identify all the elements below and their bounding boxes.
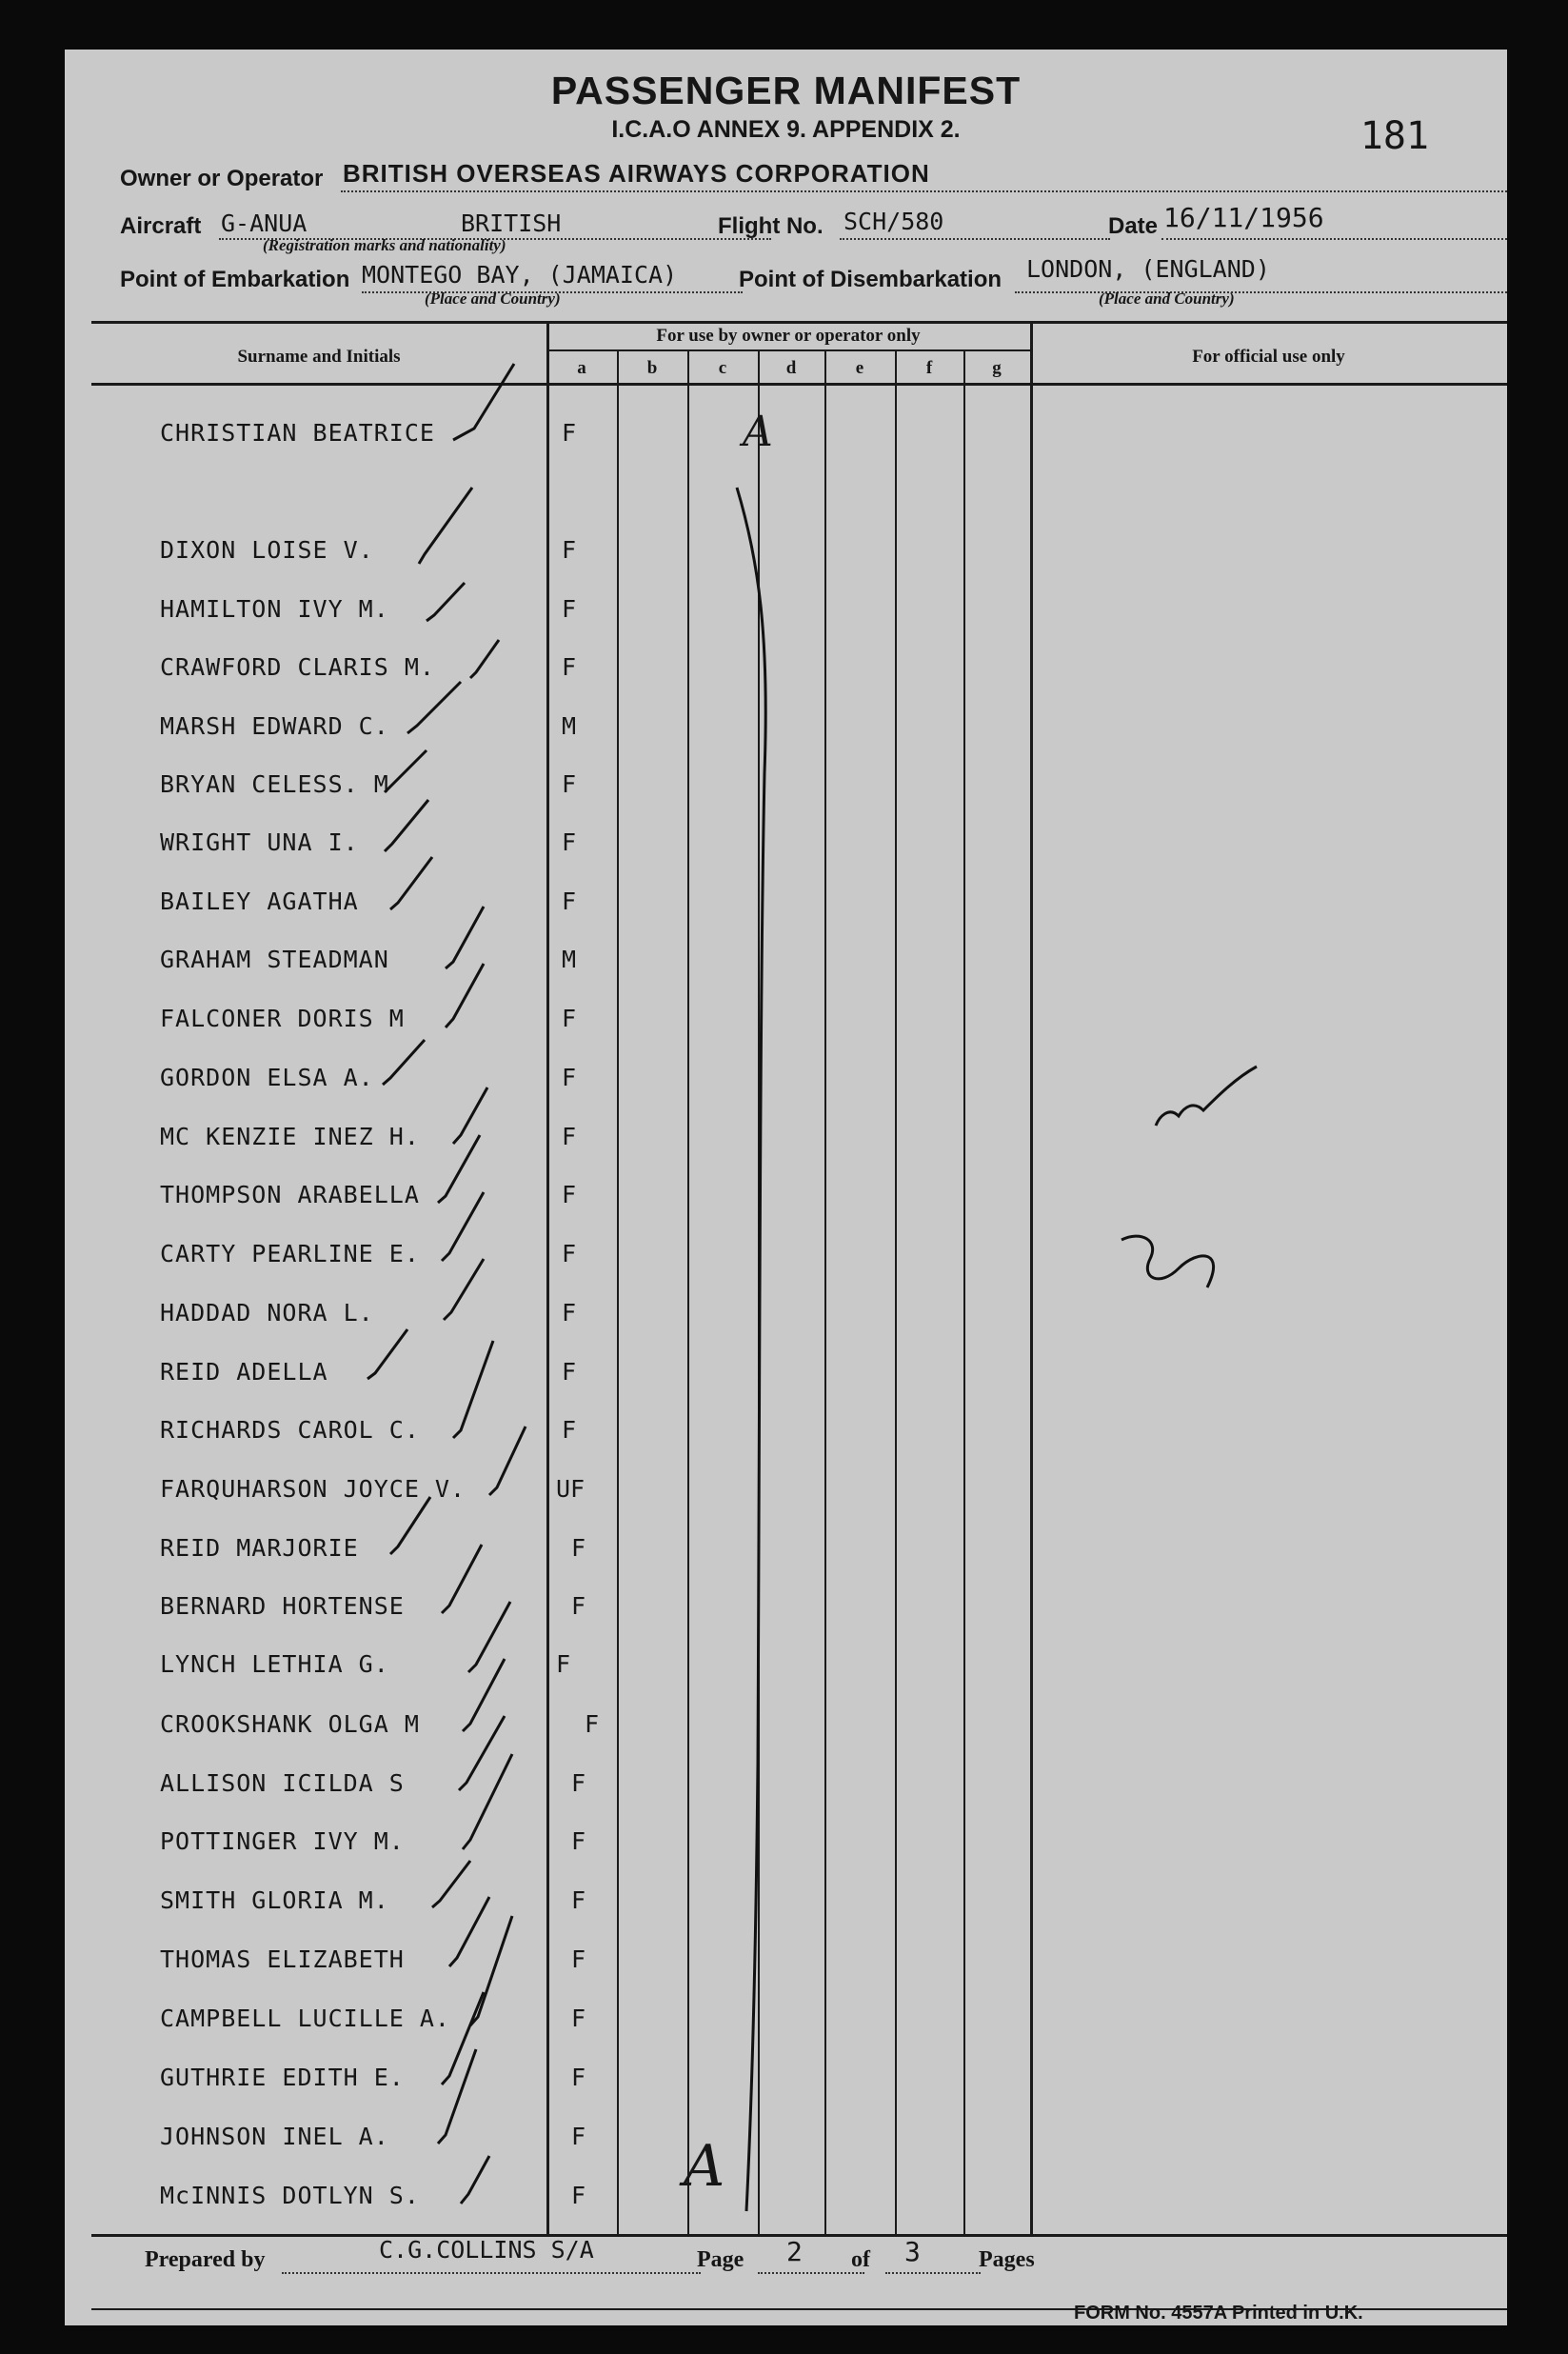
official-initials [1121, 1236, 1214, 1287]
aircraft-value: G-ANUA [221, 209, 308, 237]
passenger-sex: F [562, 770, 577, 798]
nationality-value: BRITISH [461, 209, 562, 237]
passenger-sex: F [571, 1827, 586, 1855]
checkmark [453, 364, 514, 440]
manifest-sheet [65, 50, 1507, 2325]
checkmark [385, 750, 427, 792]
passenger-sex: M [562, 712, 577, 740]
document-title: PASSENGER MANIFEST [550, 69, 1022, 112]
subcol-g: g [992, 358, 1002, 378]
passenger-name: REID ADELLA [160, 1358, 328, 1386]
pages-label: Pages [979, 2247, 1035, 2272]
of-label: of [851, 2247, 870, 2272]
checkmark [367, 1329, 407, 1379]
passenger-name: MARSH EDWARD C. [160, 712, 389, 740]
passenger-name: CHRISTIAN BEATRICE [160, 419, 435, 447]
checkmark [453, 1087, 487, 1144]
passenger-sex: F [571, 1534, 586, 1562]
passenger-name: RICHARDS CAROL C. [160, 1416, 420, 1444]
passenger-sex: F [562, 536, 577, 564]
passenger-sex: F [562, 595, 577, 623]
checkmark [390, 1497, 430, 1554]
checkmark [438, 2049, 476, 2144]
passenger-sex: F [562, 828, 577, 856]
passenger-sex: F [585, 1710, 600, 1738]
passenger-sex: F [562, 1299, 577, 1327]
checkmark [449, 1897, 489, 1966]
passenger-sex: UF [556, 1475, 586, 1503]
passenger-name: CRAWFORD CLARIS M. [160, 653, 435, 681]
subcol-a: a [577, 358, 586, 378]
passenger-name: GORDON ELSA A. [160, 1064, 374, 1091]
passenger-name: SMITH GLORIA M. [160, 1886, 389, 1914]
passenger-sex: F [571, 2182, 586, 2209]
checkmark [453, 1341, 493, 1438]
passenger-name: HADDAD NORA L. [160, 1299, 374, 1327]
passenger-name: McINNIS DOTLYN S. [160, 2182, 420, 2209]
subcol-b: b [646, 358, 658, 378]
passenger-name: CARTY PEARLINE E. [160, 1240, 420, 1267]
ditto-line [737, 488, 765, 2211]
passenger-name: DIXON LOISE V. [160, 536, 374, 564]
date-label: Date [1108, 213, 1159, 239]
passenger-sex: F [571, 1886, 586, 1914]
subcol-f: f [925, 358, 933, 378]
of-line [885, 2272, 981, 2274]
page-number: 181 [1360, 114, 1429, 158]
passenger-name: REID MARJORIE [160, 1534, 359, 1562]
checkmark [489, 1426, 526, 1495]
checkmark [427, 583, 465, 621]
owner-use-header: For use by owner or operator only [656, 326, 921, 346]
passenger-name: GRAHAM STEADMAN [160, 946, 389, 973]
official-initials [1156, 1067, 1257, 1126]
handwritten-a-bottom: A [684, 2133, 725, 2200]
passenger-sex: F [562, 653, 577, 681]
checkmark [470, 640, 499, 678]
page-value: 2 [786, 2236, 803, 2267]
passenger-name: ALLISON ICILDA S [160, 1769, 405, 1797]
date-value: 16/11/1956 [1163, 202, 1324, 233]
handwriting-layer [65, 50, 1507, 2325]
owner-value: BRITISH OVERSEAS AIRWAYS CORPORATION [343, 159, 930, 188]
passenger-name: GUTHRIE EDITH E. [160, 2064, 405, 2091]
checkmark [442, 1192, 484, 1261]
passenger-name: BAILEY AGATHA [160, 888, 359, 915]
document-subtitle: I.C.A.O ANNEX 9. APPENDIX 2. [611, 116, 961, 143]
of-value: 3 [904, 2236, 921, 2267]
flight-value: SCH/580 [844, 208, 944, 235]
embarkation-value: MONTEGO BAY, (JAMAICA) [362, 261, 678, 289]
checkmark [438, 1135, 480, 1203]
checkmark [444, 1259, 484, 1320]
registration-caption: (Registration marks and nationality) [263, 236, 506, 254]
passenger-sex: F [571, 1592, 586, 1620]
passenger-name: FARQUHARSON JOYCE V. [160, 1475, 466, 1503]
surname-header: Surname and Initials [237, 347, 401, 367]
disembarkation-value: LONDON, (ENGLAND) [1026, 255, 1270, 283]
passenger-sex: F [562, 1416, 577, 1444]
passenger-sex: F [562, 1005, 577, 1032]
checkmark [385, 800, 428, 851]
passenger-sex: F [571, 2005, 586, 2032]
passenger-sex: F [571, 2123, 586, 2150]
passenger-name: JOHNSON INEL A. [160, 2123, 389, 2150]
passenger-sex: F [562, 1240, 577, 1267]
passenger-name: CROOKSHANK OLGA M [160, 1710, 420, 1738]
handwritten-a-top: A [743, 408, 773, 456]
subcol-d: d [785, 358, 797, 378]
checkmark [383, 1040, 425, 1085]
page-line [758, 2272, 864, 2274]
checkmark [446, 964, 484, 1027]
subcol-c: c [718, 358, 727, 378]
passenger-sex: F [562, 1064, 577, 1091]
checkmark [432, 1861, 470, 1907]
owner-label: Owner or Operator [120, 166, 324, 191]
passenger-name: WRIGHT UNA I. [160, 828, 359, 856]
passenger-sex: F [562, 1358, 577, 1386]
passenger-name: MC KENZIE INEZ H. [160, 1123, 420, 1150]
passenger-name: LYNCH LETHIA G. [160, 1650, 389, 1678]
passenger-name: THOMPSON ARABELLA [160, 1181, 420, 1208]
checkmark [461, 2156, 489, 2204]
passenger-sex: F [562, 1123, 577, 1150]
passenger-sex: F [556, 1650, 571, 1678]
passenger-sex: F [571, 1769, 586, 1797]
place-caption-2: (Place and Country) [1099, 289, 1235, 308]
passenger-sex: M [562, 946, 577, 973]
disembarkation-label: Point of Disembarkation [739, 267, 1002, 292]
passenger-sex: F [562, 888, 577, 915]
passenger-sex: F [571, 1945, 586, 1973]
checkmark [446, 907, 484, 968]
passenger-name: BERNARD HORTENSE [160, 1592, 405, 1620]
page-label: Page [697, 2247, 744, 2272]
passenger-name: POTTINGER IVY M. [160, 1827, 405, 1855]
prepared-by-line [282, 2272, 701, 2274]
checkmark [442, 1545, 482, 1613]
checkmark [419, 488, 472, 564]
checkmark [407, 682, 461, 733]
checkmark [463, 1754, 512, 1849]
place-caption-1: (Place and Country) [425, 289, 561, 308]
passenger-sex: F [571, 2064, 586, 2091]
passenger-name: CAMPBELL LUCILLE A. [160, 2005, 450, 2032]
embarkation-label: Point of Embarkation [120, 267, 350, 292]
form-number: FORM No. 4557A Printed in U.K. [1074, 2303, 1363, 2324]
prepared-by-label: Prepared by [145, 2247, 266, 2272]
official-use-header: For official use only [1192, 347, 1345, 367]
passenger-name: FALCONER DORIS M [160, 1005, 405, 1032]
checkmark [442, 1992, 484, 2085]
flight-label: Flight No. [718, 213, 824, 239]
passenger-name: BRYAN CELESS. M [160, 770, 389, 798]
passenger-sex: F [562, 419, 577, 447]
passenger-name: THOMAS ELIZABETH [160, 1945, 405, 1973]
prepared-by-value: C.G.COLLINS S/A [379, 2236, 594, 2264]
subcol-e: e [855, 358, 864, 378]
passenger-name: HAMILTON IVY M. [160, 595, 389, 623]
aircraft-label: Aircraft [120, 213, 202, 239]
passenger-sex: F [562, 1181, 577, 1208]
checkmark [390, 857, 432, 909]
